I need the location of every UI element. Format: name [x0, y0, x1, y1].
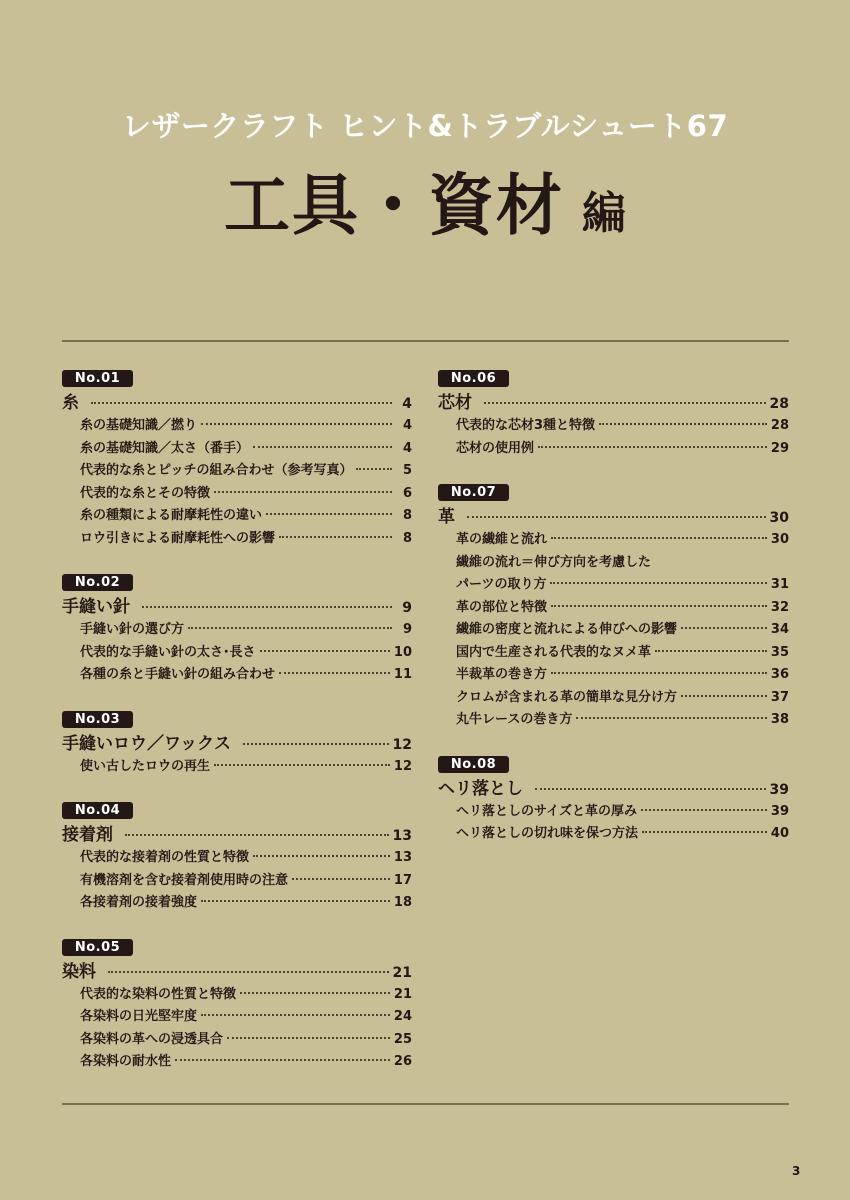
section-number-badge: No.07	[438, 484, 509, 501]
toc-subentry[interactable]	[62, 870, 412, 893]
dot-leader	[550, 582, 766, 584]
subentry-page-number: 31	[770, 577, 789, 592]
page-title	[0, 152, 850, 247]
dot-leader	[642, 831, 767, 833]
toc-right-column	[438, 367, 789, 867]
subentry-page-number: 30	[770, 532, 789, 547]
dot-leader	[175, 1059, 390, 1061]
subentry-title: 革の部位と特徴	[456, 599, 548, 615]
section-number-badge: No.05	[62, 939, 133, 956]
dot-leader	[266, 513, 392, 515]
subentry-title: 丸牛レースの巻き方	[456, 712, 573, 727]
dot-leader	[292, 878, 390, 880]
toc-subentry[interactable]	[62, 505, 412, 528]
subentry-title: 各染料の革への浸透具合	[80, 1031, 224, 1047]
toc-section	[438, 753, 789, 846]
toc-subentry[interactable]	[62, 460, 412, 483]
chapter-page-number: 21	[392, 964, 412, 981]
toc-subentry[interactable]	[62, 642, 412, 665]
dot-leader	[551, 605, 767, 607]
toc-subentry[interactable]	[62, 664, 412, 687]
dot-leader	[655, 650, 767, 652]
subentry-title: 糸の種類による耐摩耗性の違い	[80, 508, 263, 523]
subentry-page-number: 6	[402, 485, 412, 501]
dot-leader	[91, 402, 392, 404]
subentry-page-number: 25	[393, 1031, 412, 1047]
dot-leader	[108, 971, 389, 973]
subentry-title: 代表的な手縫い針の太さ･長さ	[80, 644, 256, 660]
dot-leader	[279, 672, 390, 674]
subentry-title: 革の繊維と流れ	[456, 532, 548, 547]
toc-subentry[interactable]	[438, 823, 789, 846]
dot-leader	[253, 446, 392, 448]
subentry-line2	[456, 574, 789, 597]
subentry-page-number: 5	[402, 463, 412, 478]
chapter-title: 芯材	[438, 393, 472, 413]
subentry-title: 有機溶剤を含む接着剤使用時の注意	[80, 872, 289, 888]
toc-chapter-entry[interactable]	[62, 732, 412, 756]
toc-subentry[interactable]	[438, 642, 789, 665]
dot-leader	[467, 516, 766, 518]
chapter-page-number: 39	[769, 781, 789, 798]
toc-chapter-entry[interactable]	[62, 823, 412, 847]
chapter-title: 染料	[62, 961, 96, 982]
toc-section	[62, 799, 412, 915]
subentry-page-number: 28	[770, 418, 789, 433]
toc-subentry[interactable]	[438, 529, 789, 552]
subentry-title: 半裁革の巻き方	[456, 667, 548, 682]
dot-leader	[279, 536, 392, 538]
toc-subentry[interactable]	[62, 892, 412, 915]
toc-chapter-entry[interactable]	[62, 960, 412, 984]
subentry-page-number: 9	[402, 622, 412, 637]
chapter-title: 革	[438, 507, 455, 527]
chapter-page-number: 13	[392, 828, 412, 844]
dot-leader	[188, 627, 392, 629]
subentry-title: 糸の基礎知識／太さ（番手）	[80, 440, 250, 456]
subentry-title: 糸の基礎知識／撚り	[80, 418, 198, 433]
dot-leader	[214, 491, 392, 493]
subentry-page-number: 39	[770, 803, 789, 819]
toc-section	[62, 708, 412, 779]
dot-leader	[243, 743, 389, 745]
section-number-badge: No.08	[438, 756, 509, 773]
toc-subentry[interactable]	[62, 984, 412, 1007]
chapter-title: ヘリ落とし	[438, 778, 523, 799]
toc-section	[62, 571, 412, 687]
dot-leader	[125, 834, 389, 836]
subentry-title: 代表的な染料の性質と特徴	[80, 986, 237, 1002]
chapter-title: 手縫いロウ／ワックス	[62, 733, 231, 754]
chapter-page-number: 28	[769, 396, 789, 412]
subentry-title: 代表的な接着剤の性質と特徴	[80, 850, 250, 865]
toc-subentry[interactable]	[62, 847, 412, 870]
chapter-title: 手縫い針	[62, 597, 130, 617]
chapter-page-number: 4	[402, 396, 412, 412]
toc-subentry[interactable]	[62, 438, 412, 461]
section-number-badge: No.04	[62, 802, 133, 819]
subentry-page-number: 32	[770, 599, 789, 615]
dot-leader	[240, 992, 390, 994]
subentry-page-number: 40	[770, 826, 789, 841]
subentry-title: 各染料の日光堅牢度	[80, 1009, 198, 1024]
subentry-page-number: 35	[770, 644, 789, 660]
toc-subentry[interactable]	[62, 1006, 412, 1029]
subentry-page-number: 29	[770, 440, 789, 456]
subentry-page-number: 18	[393, 895, 412, 910]
subentry-page-number: 26	[393, 1054, 412, 1069]
chapter-title: 接着剤	[62, 825, 113, 845]
toc-chapter-entry[interactable]	[62, 391, 412, 415]
series-title: レザークラフト ヒント&トラブルシュート67	[121, 109, 729, 143]
subentry-title: 代表的な芯材3種と特徴	[456, 418, 596, 433]
toc-subentry[interactable]	[438, 552, 789, 597]
toc-subentry[interactable]	[62, 415, 412, 438]
main-title-suffix: 編	[582, 188, 626, 239]
dot-leader	[641, 809, 767, 811]
chapter-page-number: 30	[769, 510, 789, 526]
subentry-page-number: 8	[402, 530, 412, 546]
subentry-title: ヘリ落としのサイズと革の厚み	[456, 803, 637, 819]
toc-subentry[interactable]	[62, 528, 412, 551]
page-number: 3	[792, 1164, 801, 1178]
dot-leader	[681, 627, 767, 629]
subentry-title: 使い古したロウの再生	[80, 758, 211, 774]
dot-leader	[484, 402, 766, 404]
dot-leader	[356, 468, 392, 470]
toc-subentry[interactable]	[438, 801, 789, 824]
toc-subentry[interactable]	[438, 709, 789, 732]
toc-chapter-entry[interactable]	[438, 391, 789, 415]
subentry-title-line2: パーツの取り方	[456, 577, 547, 592]
toc-subentry[interactable]	[438, 664, 789, 687]
subentry-page-number: 34	[770, 622, 789, 637]
section-number-badge: No.03	[62, 711, 133, 728]
dot-leader	[599, 423, 767, 425]
section-number-badge: No.01	[62, 370, 133, 387]
subentry-page-number: 10	[393, 644, 412, 660]
toc-subentry[interactable]	[438, 687, 789, 710]
toc-section	[62, 367, 412, 550]
subentry-page-number: 4	[402, 440, 412, 456]
toc-subentry[interactable]	[62, 756, 412, 779]
dot-leader	[227, 1037, 390, 1039]
dot-leader	[576, 717, 767, 719]
toc-subentry[interactable]	[62, 483, 412, 506]
toc-chapter-entry[interactable]	[438, 505, 789, 529]
subentry-page-number: 21	[393, 986, 412, 1002]
main-title: 工具・資材	[224, 167, 564, 244]
subentry-page-number: 17	[393, 872, 412, 888]
subentry-page-number: 37	[770, 689, 789, 705]
dot-leader	[551, 537, 767, 539]
toc-subentry[interactable]	[438, 619, 789, 642]
toc-subentry[interactable]	[62, 1051, 412, 1074]
toc-subentry[interactable]	[62, 619, 412, 642]
section-number-badge: No.06	[438, 370, 509, 387]
subentry-title: 各接着剤の接着強度	[80, 895, 198, 910]
toc-left-column	[62, 367, 412, 1095]
toc-section	[438, 481, 789, 732]
dot-leader	[681, 695, 767, 697]
subentry-title: 各染料の耐水性	[80, 1054, 172, 1069]
dot-leader	[551, 672, 767, 674]
toc-subentry[interactable]	[62, 1029, 412, 1052]
section-number-badge: No.02	[62, 574, 133, 591]
dot-leader	[201, 1014, 390, 1016]
subentry-page-number: 8	[402, 508, 412, 523]
chapter-page-number: 12	[392, 736, 412, 753]
subentry-page-number: 38	[770, 712, 789, 727]
dot-leader	[253, 855, 390, 857]
chapter-title: 糸	[62, 393, 79, 413]
subentry-title-line1: 繊維の流れ＝伸び方向を考慮した	[456, 554, 652, 570]
subentry-title: ロウ引きによる耐摩耗性への影響	[80, 530, 276, 546]
toc-chapter-entry[interactable]	[62, 595, 412, 619]
dot-leader	[260, 650, 390, 652]
subentry-title: 代表的な糸とピッチの組み合わせ（参考写真）	[80, 463, 353, 478]
dot-leader	[538, 446, 767, 448]
toc-subentry[interactable]	[438, 438, 789, 461]
subentry-page-number: 24	[393, 1009, 412, 1024]
subentry-page-number: 36	[770, 667, 789, 682]
dot-leader	[142, 606, 392, 608]
toc-subentry[interactable]	[438, 415, 789, 438]
dot-leader	[201, 423, 392, 425]
bottom-divider	[62, 1103, 789, 1105]
subentry-title: 繊維の密度と流れによる伸びへの影響	[456, 622, 678, 637]
subentry-page-number: 4	[402, 418, 412, 433]
subentry-title: 各種の糸と手縫い針の組み合わせ	[80, 667, 276, 682]
subentry-page-number: 11	[393, 667, 412, 682]
chapter-page-number: 9	[402, 600, 412, 616]
subentry-page-number: 13	[393, 850, 412, 865]
subentry-title: ヘリ落としの切れ味を保つ方法	[456, 826, 639, 841]
subentry-title: 国内で生産される代表的なヌメ革	[456, 644, 652, 660]
subentry-title: 代表的な糸とその特徴	[80, 485, 211, 501]
toc-subentry[interactable]	[438, 597, 789, 620]
toc-section	[438, 367, 789, 460]
subentry-title: クロムが含まれる革の簡単な見分け方	[456, 689, 678, 705]
subentry-title: 手縫い針の選び方	[80, 622, 185, 637]
toc-section	[62, 936, 412, 1074]
dot-leader	[535, 788, 766, 790]
top-divider	[62, 340, 789, 342]
dot-leader	[201, 900, 390, 902]
dot-leader	[214, 764, 390, 766]
subentry-page-number: 12	[393, 758, 412, 774]
toc-chapter-entry[interactable]	[438, 777, 789, 801]
subentry-title: 芯材の使用例	[456, 440, 535, 456]
